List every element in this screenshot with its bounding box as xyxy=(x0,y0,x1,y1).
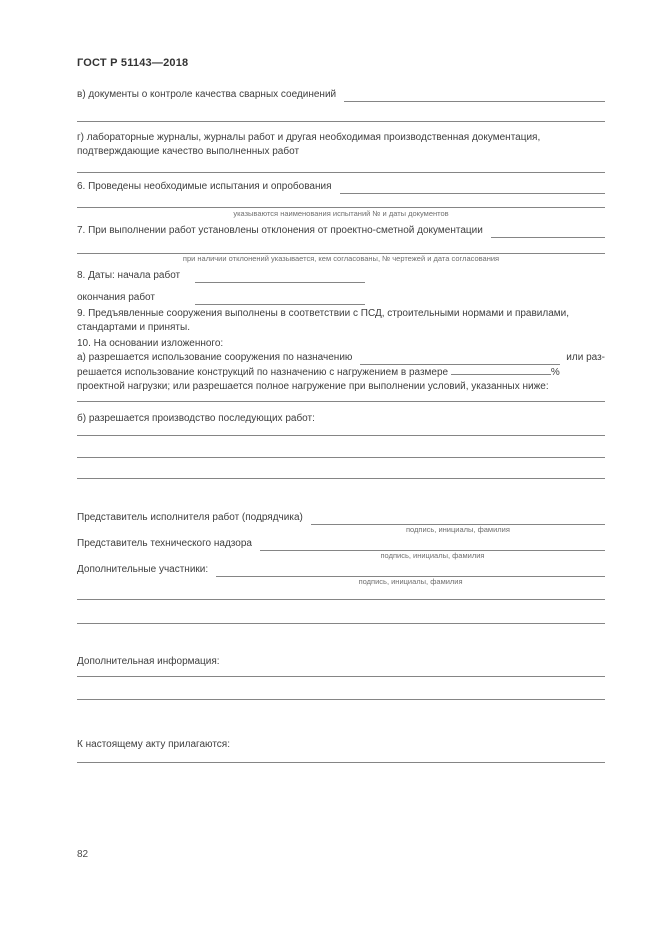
item-10a-text-after-blank: % проектной нагрузки; или разрешается полное нагружение при выполнении условий, указанных ниже: xyxy=(77,367,560,392)
item-10a-label-tail: или раз- xyxy=(566,352,605,363)
item-8-start-blank-field xyxy=(195,282,365,283)
signature-blank-line xyxy=(311,511,605,525)
signature-caption: подпись, инициалы, фамилия xyxy=(405,525,510,534)
supervisor-signature-field xyxy=(260,537,605,561)
item-10-label: 10. На основании изложенного: xyxy=(77,338,224,349)
signature-row-supervisor xyxy=(77,537,605,561)
item-8-end-label: окончания работ xyxy=(77,292,155,303)
item-v-row xyxy=(77,88,605,102)
blank-line xyxy=(77,401,605,402)
supervisor-label: Представитель технического надзора xyxy=(77,538,252,549)
blank-line xyxy=(77,121,605,122)
blank-line xyxy=(77,207,605,208)
contractor-signature-field xyxy=(311,511,605,535)
blank-line xyxy=(77,478,605,479)
item-10a-row xyxy=(77,351,605,365)
signature-caption: подпись, инициалы, фамилия xyxy=(358,577,463,586)
blank-line xyxy=(77,676,605,677)
signature-row-contractor xyxy=(77,511,605,535)
item-10a-label: а) разрешается использование сооружения по назначению xyxy=(77,352,353,363)
item-6-row xyxy=(77,180,605,194)
item-8-end-blank-field xyxy=(195,304,365,305)
item-8-start-row xyxy=(77,269,605,283)
item-10a-text: решается использование конструкций по назначению с нагружением в размере xyxy=(77,367,449,378)
percent-blank-field xyxy=(451,365,551,375)
item-6-blank-field xyxy=(340,193,605,194)
additional-signature-field xyxy=(216,563,605,587)
item-v-label: в) документы о контроле качества сварных соединений xyxy=(77,89,337,100)
item-v-blank-field xyxy=(344,101,605,102)
item-9-paragraph: 9. Предъявленные сооружения выполнены в соответствии с ПСД, строительными нормами и правилами, стандартами и приняты. xyxy=(77,308,570,333)
signature-blank-line xyxy=(216,563,605,577)
item-10b-label: б) разрешается производство последующих работ: xyxy=(77,413,315,424)
item-10a-continuation xyxy=(77,365,605,394)
item-7-blank-field xyxy=(491,237,605,238)
item-6-caption: указываются наименования испытаний № и даты документов xyxy=(233,209,449,218)
blank-line xyxy=(77,699,605,700)
item-6-label: 6. Проведены необходимые испытания и опробования xyxy=(77,181,332,192)
additional-info-label: Дополнительная информация: xyxy=(77,656,220,667)
blank-line xyxy=(77,623,605,624)
item-7-row xyxy=(77,224,605,238)
item-7-caption: при наличии отклонений указывается, кем согласованы, № чертежей и дата согласования xyxy=(182,254,500,263)
page-number: 82 xyxy=(77,849,89,860)
attachments-label: К настоящему акту прилагаются: xyxy=(77,739,230,750)
blank-line xyxy=(77,172,605,173)
blank-line xyxy=(77,599,605,600)
signature-caption: подпись, инициалы, фамилия xyxy=(380,551,485,560)
additional-participants-label: Дополнительные участники: xyxy=(77,564,209,575)
document-header: ГОСТ Р 51143—2018 xyxy=(77,57,189,69)
blank-line xyxy=(77,435,605,436)
item-7-label: 7. При выполнении работ установлены отклонения от проектно-сметной документации xyxy=(77,225,483,236)
item-8-start-label: 8. Даты: начала работ xyxy=(77,270,181,281)
blank-line xyxy=(77,762,605,763)
item-8-end-row xyxy=(77,291,605,305)
signature-blank-line xyxy=(260,537,605,551)
contractor-label: Представитель исполнителя работ (подрядчика) xyxy=(77,512,303,523)
blank-line xyxy=(77,457,605,458)
signature-row-additional xyxy=(77,563,605,587)
item-g-paragraph: г) лабораторные журналы, журналы работ и другая необходимая производственная документация, подтверждающие качество выполненных работ xyxy=(77,132,541,157)
